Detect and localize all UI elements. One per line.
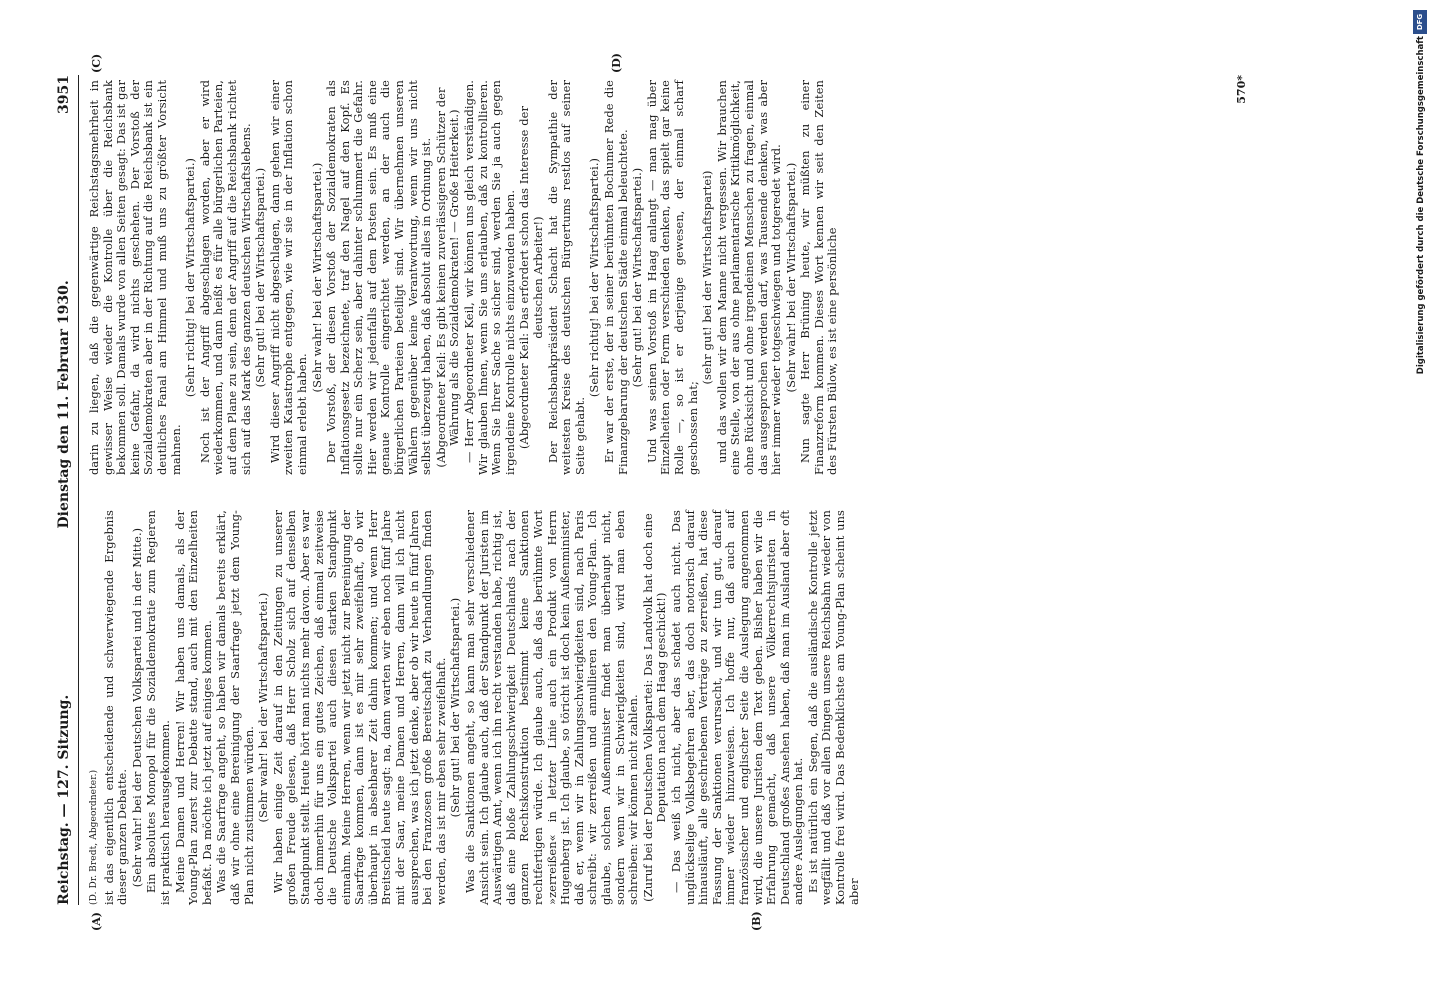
- right-column: [88, 80, 841, 475]
- left-para: Wir haben einige Zeit darauf in den Zeitungen zu unserer großen Freude gelesen, daß Herr Scholz sich auf denselben Standpunkt stellt. Heute hört man nichts mehr davon. Aber es war doch immerhin für uns ein gutes Zeichen, daß einmal zeitweise die Deutsche Volkspartei auch diesen starken Standpunkt einnahm. Meine Herren, wenn wir jetzt nicht zur Bereinigung der Saarfrage kommen, dann ist es mir sehr zweifelhaft, ob wir überhaupt in absehbarer Zeit dahin kommen; und wenn Herr Breitscheid heute sagt: na, dann warten wir eben noch fünf Jahre mit der Saar, meine Damen und Herren, dann will ich nicht aussprechen, was ich jetzt denke, aber ob wir heute in fünf Jahren bei den Franzosen große Bereitschaft zu Verhandlungen finden werden, das ist mir eben sehr zweifelhaft.: [270, 510, 448, 905]
- margin-marker-b: (B): [750, 911, 763, 931]
- funding-credit: Digitalisierung gefördert durch die Deutsche Forschungsgemeinschaft: [1416, 36, 1426, 375]
- right-para: (Sehr richtig! bei der Wirtschaftspartei.): [587, 157, 602, 398]
- right-para: (Sehr wahr! bei der Wirtschaftspartei.): [309, 162, 324, 393]
- rotated-page: [50, 53, 1250, 931]
- dfg-logo: [1413, 10, 1427, 34]
- right-para: Der Reichsbankpräsident Schacht hat die Sympathie der weitesten Kreise des deutschen Bürgertums restlos auf seiner Seite gehabt.: [545, 80, 587, 475]
- right-para: Nun sagte Herr Brüning heute, wir müßten zu einer Finanzreform kommen. Dieses Wort kennen wir seit den Zeiten des Fürsten Bülow, es ist eine persönliche: [798, 80, 840, 475]
- speaker-line: (D. Dr. Bredt, Abgeordneter.): [89, 769, 99, 905]
- right-para: Der Vorstoß, der diesen Vorstoß der Sozialdemokraten als Inflationsgesetz bezeichnete, traf den Nagel auf den Kopf. Es sollte nur ein Scherz sein, aber dahinter schlummert die Gefahr. Hier werden wir jedenfalls auf dem Posten sein. Es muß eine genaue Kontrolle eingerichtet werden, an der auch die bürgerlichen Parteien beteiligt sind. Wir übernehmen unseren Wählern gegenüber keine Verantwortung, wenn wir uns nicht selbst überzeugt haben, daß absolut alles in Ordnung ist.: [324, 80, 434, 475]
- left-para: Meine Damen und Herren! Wir haben uns damals, als der Young-Plan zuerst zur Debatte stand, auch mit den Einzelheiten befaßt. Da möchte ich jetzt auf einiges kommen.: [172, 510, 214, 905]
- left-para: — Das weiß ich nicht, aber das schadet auch nicht. Das unglückselige Volksbegehren aber, das doch notorisch darauf hinausläuft, alle geschriebenen Verträge zu zerreißen, hat diese Fassung der Sanktionen verursacht, und wir tun gut, darauf immer wieder hinzuweisen. Ich hoffe nur, daß auch auf französischer und englischer Seite die Auslegung angenommen wird, die unsere Juristen dem Text geben. Bisher haben wir die Erfahrung gemacht, daß unsere Völkerrechtsjuristen in Deutschland großes Ansehen haben, daß man im Ausland aber oft andere Auslegungen hat.: [668, 510, 806, 905]
- left-para: Es ist natürlich ein Segen, daß die ausländische Kontrolle jetzt wegfällt und daß vor allen Dingen unsere Reichsbahn wieder von Kontrolle frei wird. Das Bedenklichste am Young-Plan scheint uns aber: [805, 510, 861, 905]
- right-para: (Sehr gut! bei der Wirtschaftspartei.): [630, 167, 645, 388]
- right-para: (Sehr gut! bei der Wirtschaftspartei.): [253, 167, 268, 388]
- margin-marker-a: (A): [90, 912, 103, 931]
- header-center: Dienstag den 11. Februar 1930.: [56, 280, 72, 529]
- right-para: (Abgeordneter Keil: Das erfordert schon das Interesse der deutschen Arbeiter!): [517, 106, 545, 450]
- right-para: (Sehr richtig! bei der Wirtschaftspartei.): [183, 157, 198, 398]
- left-para: (Sehr wahr! bei der Deutschen Volkspartei und in der Mitte.): [129, 527, 144, 888]
- page-header: [50, 75, 79, 905]
- left-para: Was die Sanktionen angeht, so kann man sehr verschiedener Ansicht sein. Ich glaube auch, daß der Standpunkt der Juristen im Auswärtigen Amt, wenn ich ihn recht verstanden habe, richtig ist, daß eine bloße Zahlungsschwierigkeit Deutschlands nach der ganzen Rechtskonstruktion bestimmt keine Sanktionen rechtfertigen würde. Ich glaube auch, daß das berühmte Wort »zerreißen« in letzter Linie auch ein Produkt von Herrn Hugenberg ist. Ich glaube, so töricht ist doch kein Außenminister, daß er, wenn wir in Zahlungsschwierigkeiten sind, nach Paris schreibt: wir zerreißen und annullieren den Young-Plan. Ich glaube, solchen Außenminister findet man überhaupt nicht, sondern wenn wir in Schwierigkeiten sind, wird man eben schreiben: wir können nicht zahlen.: [463, 510, 641, 905]
- right-para: und das wollen wir dem Manne nicht vergessen. Wir brauchen eine Stelle, von der aus ohne parlamentarische Kritikmöglichkeit, ohne Rücksicht und ohne irgendeinen Menschen zu fragen, einmal das ausgesprochen werden darf, was Tausende denken, was aber hier immer wieder totgeschwiegen und totgeredet wird.: [714, 80, 784, 475]
- right-para: Er war der erste, der in seiner berühmten Bochumer Rede die Finanzgebarung der deutschen Städte einmal beleuchtete.: [601, 80, 630, 475]
- left-para: (Zuruf bei der Deutschen Volkspartei: Das Landvolk hat doch eine Deputation nach dem Haag geschickt!): [640, 513, 669, 902]
- right-para: Wird dieser Angriff nicht abgeschlagen, dann gehen wir einer zweiten Katastrophe entgegen, wie wir sie in der Inflation schon einmal erlebt haben.: [267, 80, 309, 475]
- footer-number: 570*: [1235, 75, 1248, 104]
- margin-marker-d: (D): [610, 53, 623, 73]
- left-para: (Sehr gut! bei der Wirtschaftspartei.): [448, 597, 463, 818]
- left-para: ist das eigentlich entscheidende und schwerwiegende Ergebnis dieser ganzen Debatte.: [101, 510, 130, 905]
- right-para: (Sehr wahr! bei der Wirtschaftspartei.): [783, 162, 798, 393]
- right-para: Und was seinen Vorstoß im Haag anlangt — man mag über Einzelheiten oder Form verschieden denken, das spielt gar keine Rolle —, so ist er derjenige gewesen, der einmal scharf geschossen hat;: [644, 80, 700, 475]
- left-para: (Sehr wahr! bei der Wirtschaftspartei.): [256, 592, 271, 823]
- right-para: (sehr gut! bei der Wirtschaftspartei): [700, 170, 715, 385]
- header-left: Reichstag. — 127. Sitzung.: [56, 694, 72, 905]
- right-para: — Herr Abgeordneter Keil, wir können uns gleich verständigen. Wir glauben Ihnen, wenn Sie uns erlauben, daß zu kontrollieren. Wenn Sie Ihrer Sache so sicher sind, werden Sie ja auch gegen irgendeine Kontrolle nichts einzuwenden haben.: [462, 80, 517, 475]
- left-para: Was die Saarfrage angeht, so haben wir damals bereits erklärt, daß wir ohne eine Bereinigung der Saarfrage jetzt dem Young-Plan nicht zustimmen würden.: [214, 510, 256, 905]
- page-number: 3951: [56, 75, 72, 114]
- dfg-logo-text: DFG: [1416, 13, 1424, 31]
- left-column: [88, 510, 862, 905]
- right-para: darin zu liegen, daß die gegenwärtige Reichstagsmehrheit in gewisser Weise wieder die Kontrolle über die Reichsbank bekommen soll. Damals wurde von allen Seiten gesagt: Das ist gar keine Gefahr, da wird nichts geschehen. Der Vorstoß der Sozialdemokraten aber in der Richtung auf die Reichsbank ist ein deutliches Fanal am Himmel und muß uns zu größter Vorsicht mahnen.: [87, 80, 183, 475]
- right-para: (Abgeordneter Keil: Es gibt keinen zuverlässigeren Schützer der Währung als die Sozialdemokraten! — Große Heiterkeit.): [433, 87, 462, 468]
- right-para: Noch ist der Angriff abgeschlagen worden, aber er wird wiederkommen, und dann heißt es für alle bürgerlichen Parteien, auf dem Plane zu sein, denn der Angriff auf die Reichsbank richtet sich auf das Mark des ganzen deutschen Wirtschaftslebens.: [197, 80, 253, 475]
- left-para: Ein absolutes Monopol für die Sozialdemokratie zum Regieren ist praktisch herausgekommen.: [144, 510, 172, 905]
- dfg-sidebar: [1412, 6, 1430, 996]
- margin-marker-c: (C): [90, 53, 103, 73]
